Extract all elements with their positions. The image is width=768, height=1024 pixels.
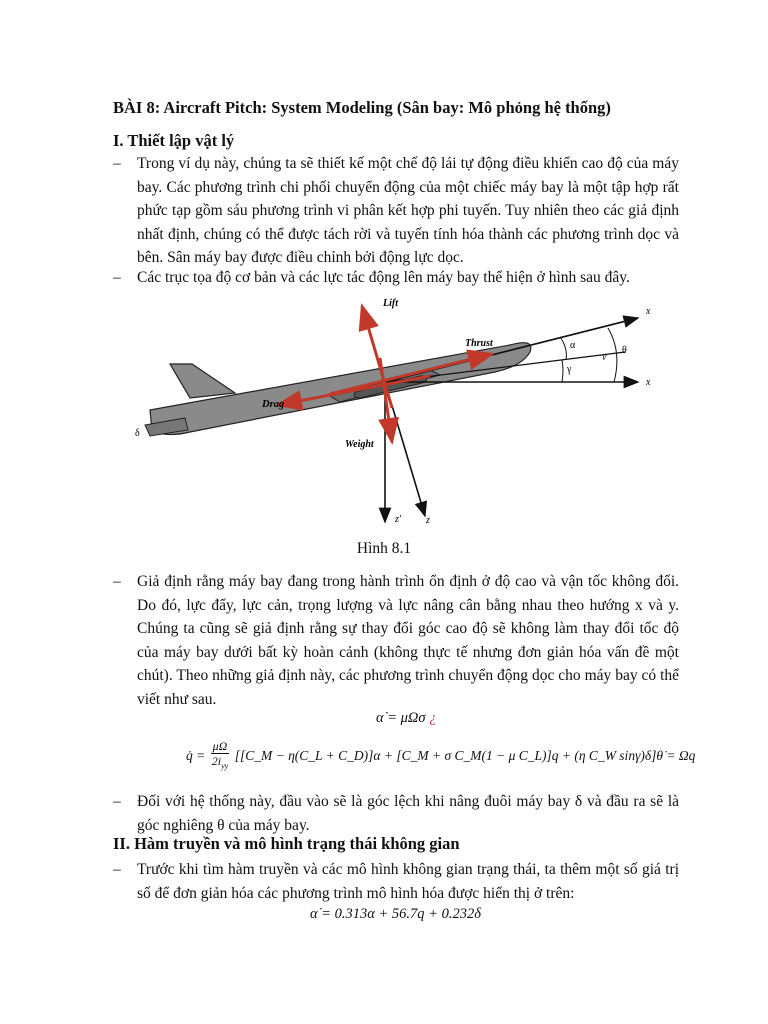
equation-lhs: q̇ = [186,747,206,763]
theta-arc [608,328,617,382]
equation-fraction [211,740,230,773]
fraction-denominator: $2i_{yy}$ [211,754,229,771]
equation-body: α̇ = μΩσ [376,710,426,726]
label-lift: Lift [383,298,398,309]
equation-q-dot [186,740,695,773]
label-z: z [426,515,430,526]
equation-alpha-dot [376,710,436,727]
label-theta: θ [622,345,627,356]
equation-rhs: [[C_M − η(C_L + C_D)]α + [C_M + σ C_M(1 − μ C_L)]q + (η C_W sinγ)δ]θ̇ = Ωq [234,747,696,763]
figure-caption: Hình 8.1 [356,540,412,557]
label-drag: Drag [262,399,285,410]
paragraph-text: Đối với hệ thống này, đầu vào sẽ là góc lệch khi nâng đuôi máy bay δ và đầu ra sẽ là góc nghiêng θ của máy bay. [137,793,679,834]
equation-tail: ¿ [429,710,437,726]
bullet-marker: – [113,793,121,810]
gamma-arc [562,360,563,382]
paragraph-figure-intro [113,266,679,290]
paragraph-input-output [113,790,679,837]
paragraph-intro [113,152,679,270]
label-alpha: α [570,340,576,351]
bullet-marker: – [113,269,121,286]
section-heading-physical-setup: I. Thiết lập vật lý [113,131,235,150]
label-v: v [602,352,607,363]
paragraph-text: Các trục tọa độ cơ bản và các lực tác động lên máy bay thể hiện ở hình sau đây. [137,269,630,286]
label-z-prime: z' [395,514,402,525]
label-thrust: Thrust [465,338,493,349]
label-weight: Weight [345,439,374,450]
label-x-top: x [646,306,651,317]
aircraft-tail-fin [170,364,235,398]
section-heading-transfer-function: II. Hàm truyền và mô hình trạng thái không gian [113,834,460,853]
equation-numeric-alpha-dot: α̇ = 0.313α + 56.7q + 0.232δ [310,906,481,922]
paragraph-text: Giả định rằng máy bay đang trong hành trình ổn định ở độ cao và vận tốc không đổi. Do đó, lực đẩy, lực cản, trọng lượng và lực nâng cân bằng nhau theo hướng x và y. Chúng ta cũng sẽ giả định rằng sự thay đổi góc cao độ sẽ không làm thay đổi tốc độ của máy bay dưới bất kỳ hoàn cảnh (không thực tế nhưng đơn giản hóa vấn đề một chút). Theo những giả định này, các phương trình chuyển động dọc cho máy bay có thể viết như sau. [137,573,679,708]
paragraph-text: Trong ví dụ này, chúng ta sẽ thiết kế một chế độ lái tự động điều khiển cao độ của máy bay. Các phương trình chi phối chuyển động của một chiếc máy bay là một tập hợp rất phức tạp gồm sáu phương trình vi phân kết hợp phi tuyến. Tuy nhiên theo các giả định nhất định, chúng có thể được tách rời và tuyến tính hóa thành các phương trình dọc và bên. Sân máy bay được điều chỉnh bởi động lực dọc. [137,155,679,266]
bullet-marker: – [113,573,121,590]
fraction-numerator: μΩ [212,739,228,753]
page-title: BÀI 8: Aircraft Pitch: System Modeling (Sân bay: Mô phỏng hệ thống) [113,98,611,117]
paragraph-text: Trước khi tìm hàm truyền và các mô hình không gian trạng thái, ta thêm một số giá trị số để đơn giản hóa các phương trình mô hình hóa được hiển thị ở trên: [137,861,679,902]
bullet-marker: – [113,155,121,172]
label-gamma: γ [567,364,572,375]
paragraph-numeric-values [113,858,679,905]
label-delta: δ [135,428,140,439]
bullet-marker: – [113,861,121,878]
label-x-bottom: x [646,377,651,388]
aircraft-pitch-figure [130,290,670,530]
alpha-arc [560,337,566,360]
paragraph-assumptions [113,570,679,711]
